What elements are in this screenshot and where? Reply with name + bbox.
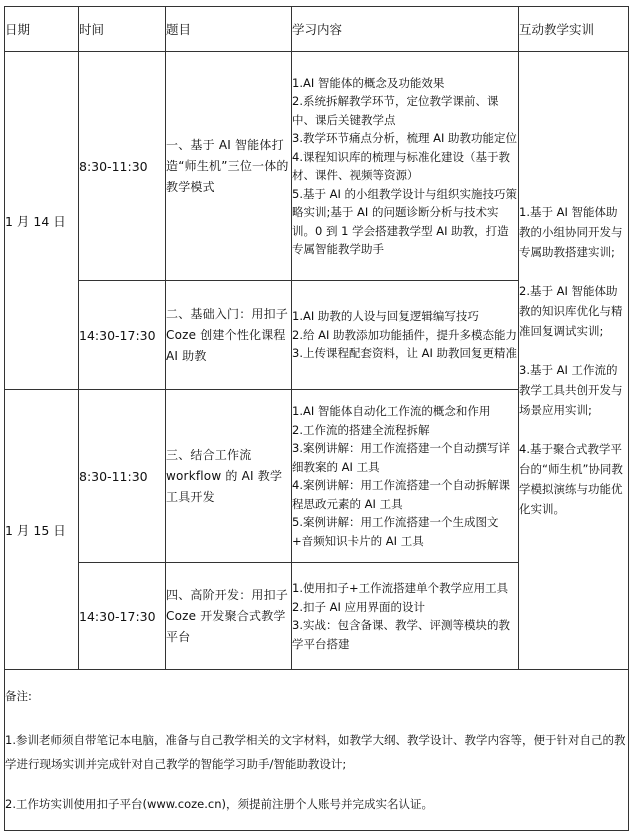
time-cell: 14:30-17:30 <box>79 281 166 390</box>
content-item: 3.案例讲解：用工作流搭建一个自动撰写详细教案的 AI 工具 <box>292 441 510 474</box>
time-cell: 8:30-11:30 <box>79 390 166 563</box>
schedule-table <box>4 6 629 831</box>
content-item: 3.实战：包含备课、教学、评测等模块的教学平台搭建 <box>292 618 510 651</box>
note-item: 2.工作坊实训使用扣子平台(www.coze.cn)，须提前注册个人账号并完成实名认证。 <box>5 797 433 811</box>
content-item: 1.AI 助教的人设与回复逻辑编写技巧 <box>292 309 479 324</box>
content-item: 2.系统拆解教学环节，定位教学课前、课中、课后关键教学点 <box>292 94 499 127</box>
content-item: 4.案例讲解：用工作流搭建一个自动拆解课程思政元素的 AI 工具 <box>292 478 510 511</box>
header-date: 日期 <box>5 7 79 52</box>
header-content: 学习内容 <box>292 7 519 52</box>
note-item: 1.参训老师须自带笔记本电脑，准备与自己教学相关的文字材料，如教学大纲、教学设计、教学内容等，便于针对自己的教学进行现场实训并完成针对自己教学的智能学习助手/智能助教设计; <box>5 733 626 771</box>
content-item: 3.上传课程配套资料，让 AI 助教回复更精准 <box>292 346 518 361</box>
content-cell <box>292 52 519 281</box>
practice-item: 3.基于 AI 工作流的教学工具共创开发与场景应用实训; <box>519 363 623 417</box>
content-item: 1.AI 智能体自动化工作流的概念和作用 <box>292 404 491 418</box>
content-item: 1.使用扣子+工作流搭建单个教学应用工具 <box>292 581 509 595</box>
practice-item: 1.基于 AI 智能体助教的小组协同开发与专属助教搭建实训; <box>519 205 623 259</box>
topic-cell: 一、基于 AI 智能体打造“师生机”三位一体的教学模式 <box>166 52 292 281</box>
date-cell: 1 月 14 日 <box>5 52 79 390</box>
time-cell: 14:30-17:30 <box>79 563 166 670</box>
content-cell <box>292 281 519 390</box>
content-item: 3.教学环节痛点分析，梳理 AI 助教功能定位 <box>292 131 518 145</box>
header-time: 时间 <box>79 7 166 52</box>
practice-cell <box>519 52 629 670</box>
content-item: 4.课程知识库的梳理与标准化建设（基于教材、课件、视频等资源） <box>292 149 510 182</box>
content-item: 5.基于 AI 的小组教学设计与组织实施技巧策略实训;基于 AI 的问题诊断分析与技术实训。0 到 1 学会搭建教学型 AI 助教，打造专属智能教学助手 <box>292 186 518 256</box>
date-cell: 1 月 15 日 <box>5 390 79 670</box>
content-item: 2.给 AI 助教添加功能插件，提升多模态能力 <box>292 327 518 342</box>
header-practice: 互动教学实训 <box>519 7 629 52</box>
time-cell: 8:30-11:30 <box>79 52 166 281</box>
content-item: 1.AI 智能体的概念及功能效果 <box>292 75 445 90</box>
notes-cell <box>5 670 629 831</box>
content-item: 5.案例讲解：用工作流搭建一个生成图文+音频知识卡片的 AI 工具 <box>292 515 499 548</box>
content-item: 2.扣子 AI 应用界面的设计 <box>292 599 426 614</box>
table-row <box>5 52 629 281</box>
topic-cell: 二、基础入门：用扣子 Coze 创建个性化课程 AI 助教 <box>166 281 292 390</box>
content-cell <box>292 563 519 670</box>
topic-cell: 四、高阶开发：用扣子 Coze 开发聚合式教学平台 <box>166 563 292 670</box>
content-cell <box>292 390 519 563</box>
header-row <box>5 7 629 52</box>
content-item: 2.工作流的搭建全流程拆解 <box>292 422 430 437</box>
notes-title: 备注: <box>5 689 32 703</box>
header-topic: 题目 <box>166 7 292 52</box>
practice-item: 2.基于 AI 智能体助教的知识库优化与精准回复调试实训; <box>519 284 623 338</box>
topic-cell: 三、结合工作流 workflow 的 AI 教学工具开发 <box>166 390 292 563</box>
notes-row <box>5 670 629 831</box>
practice-item: 4.基于聚合式教学平台的“师生机”协同教学模拟演练与功能优化实训。 <box>519 442 623 516</box>
